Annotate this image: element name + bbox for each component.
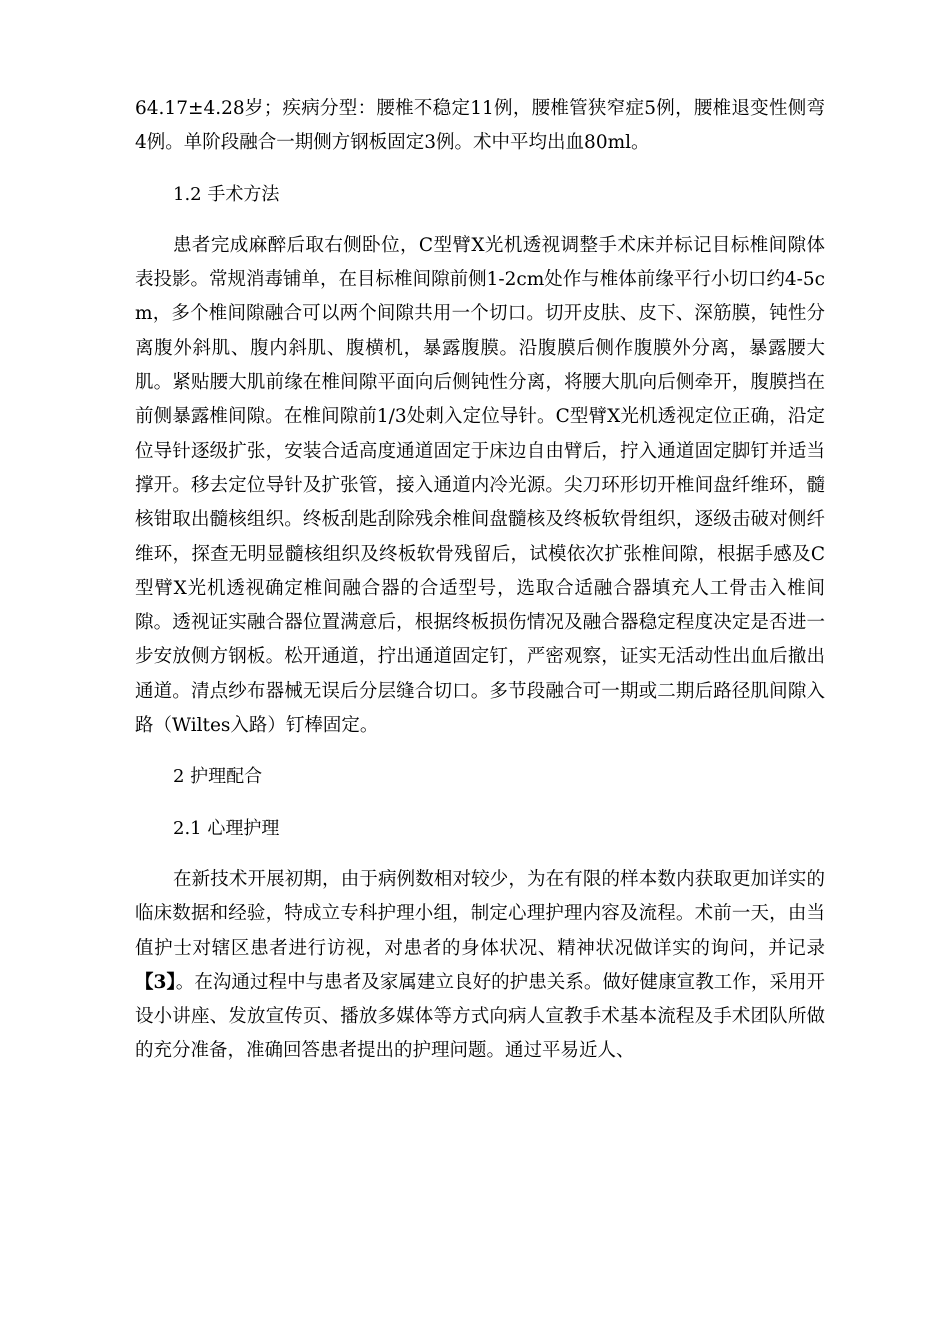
paragraph-text-before-citation: 在新技术开展初期，由于病例数相对较少，为在有限的样本数内获取更加详实的临床数据和经验，特成立专科护理小组，制定心理护理内容及流程。术前一天，由当值护士对辖区患者进行访视，对患者的身体状况、精神状况做详实的询问，并记录 xyxy=(135,868,825,959)
paragraph-surgery-method: 患者完成麻醉后取右侧卧位，C型臂X光机透视调整手术床并标记目标椎间隙体表投影。常规消毒铺单，在目标椎间隙前侧1-2cm处作与椎体前缘平行小切口约4-5cm，多个椎间隙融合可以两个间隙共用一个切口。切开皮肤、皮下、深筋膜，钝性分离腹外斜肌、腹内斜肌、腹横机，暴露腹膜。沿腹膜后侧作腹膜外分离，暴露腰大肌。紧贴腰大肌前缘在椎间隙平面向后侧钝性分离，将腰大肌向后侧牵开，腹膜挡在前侧暴露椎间隙。在椎间隙前1/3处刺入定位导针。C型臂X光机透视定位正确，沿定位导针逐级扩张，安装合适高度通道固定于床边自由臂后，拧入通道固定脚钉并适当撑开。移去定位导针及扩张管，接入通道内冷光源。尖刀环形切开椎间盘纤维环，髓核钳取出髓核组织。终板刮匙刮除残余椎间盘髓核及终板软骨组织，逐级击破对侧纤维环，探查无明显髓核组织及终板软骨残留后，试模依次扩张椎间隙，根据手感及C型臂X光机透视确定椎间融合器的合适型号，选取合适融合器填充人工骨击入椎间隙。透视证实融合器位置满意后，根据终板损伤情况及融合器稳定程度决定是否进一步安放侧方钢板。松开通道，拧出通道固定钉，严密观察，证实无活动性出血后撤出通道。清点纱布器械无误后分层缝合切口。多节段融合可一期或二期后路径肌间隙入路（Wiltes入路）钉棒固定。 xyxy=(135,234,825,737)
paragraph-text-after-citation: 。在沟通过程中与患者及家属建立良好的护患关系。做好健康宣教工作，采用开设小讲座、发放宣传页、播放多媒体等方式向病人宣教手术基本流程及手术团队所做的充分准备，准确回答患者提出的护理问题。通过平易近人、 xyxy=(135,971,825,1062)
section-heading-2-1: 2.1 心理护理 xyxy=(173,817,280,839)
section-heading-1-2: 1.2 手术方法 xyxy=(173,183,280,205)
section-heading-2: 2 护理配合 xyxy=(173,766,263,788)
paragraph-intro-continued: 64.17±4.28岁；疾病分型：腰椎不稳定11例，腰椎管狭窄症5例，腰椎退变性侧弯4例。单阶段融合一期侧方钢板固定3例。术中平均出血80ml。 xyxy=(135,98,825,154)
citation-reference: 【3】 xyxy=(135,971,176,993)
paragraph-psychological-care xyxy=(135,863,825,1069)
document-body xyxy=(135,92,825,1069)
